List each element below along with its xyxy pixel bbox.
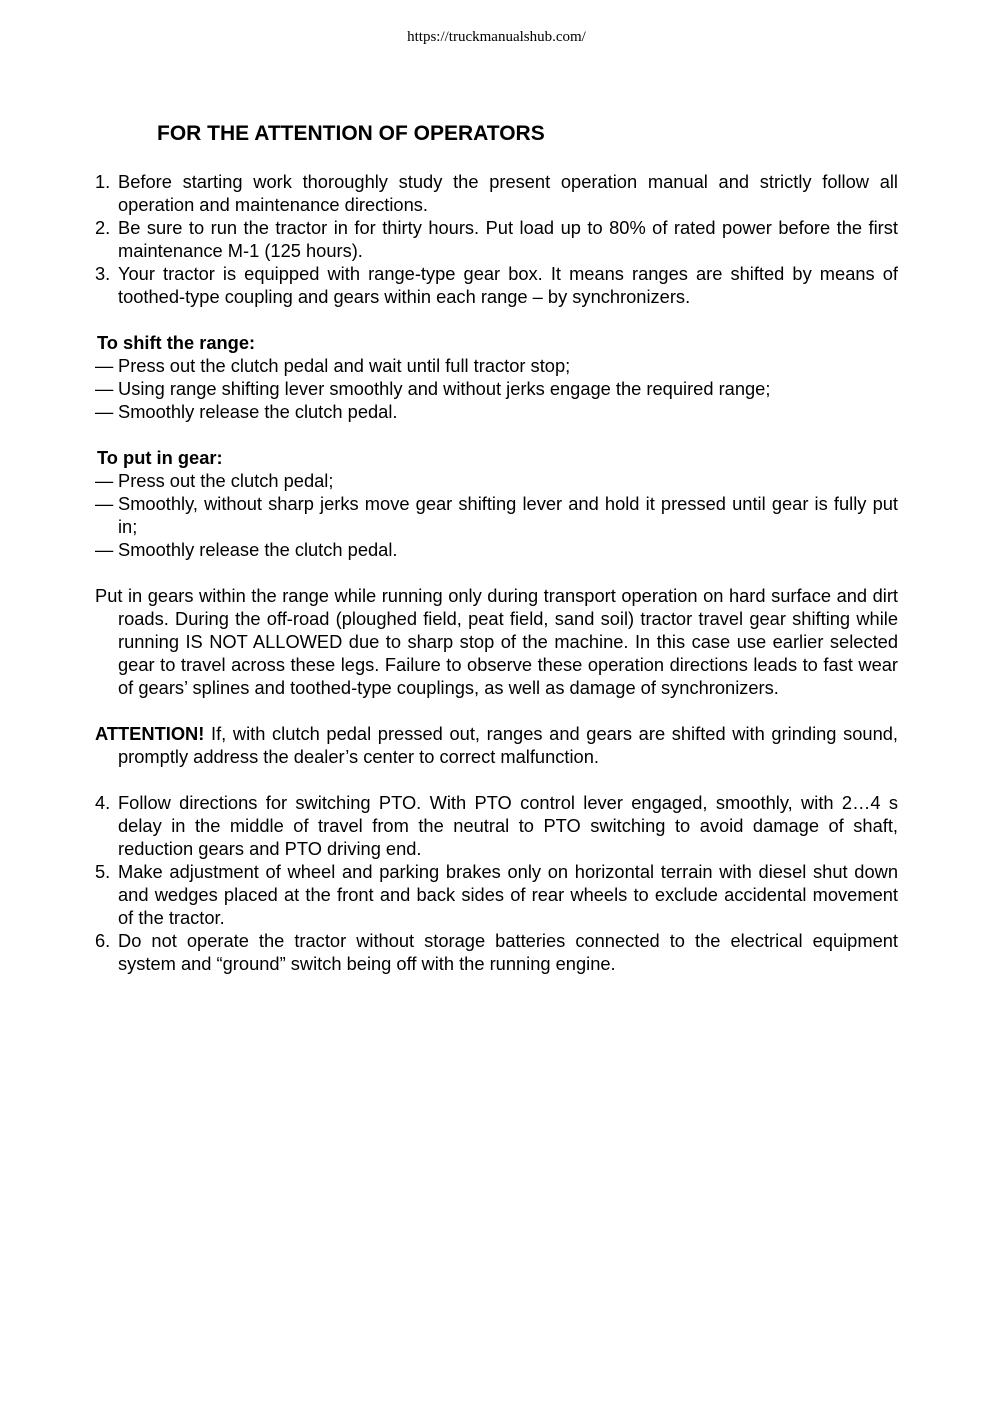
list-item-number: 2. — [95, 217, 111, 238]
shift-range-section — [95, 331, 898, 423]
step-text: Using range shifting lever smoothly and without jerks engage the required range; — [118, 378, 771, 399]
step-text: Smoothly release the clutch pedal. — [118, 401, 398, 422]
list-item — [95, 929, 898, 975]
numbered-list-1 — [95, 170, 898, 308]
list-item — [95, 791, 898, 860]
section-heading: To put in gear: — [97, 447, 223, 468]
gears-paragraph: Put in gears within the range while running only during transport operation on hard surface and dirt roads. During the off-road (ploughed field, peat field, sand soil) tractor travel gear shifting while running IS NOT ALLOWED due to sharp stop of the machine. In this case use earlier selected gear to travel across these legs. Failure to observe these operation directions leads to fast wear of gears’ splines and toothed-type couplings, as well as damage of synchronizers. — [95, 585, 898, 698]
step-item — [95, 538, 898, 561]
list-item-text: Be sure to run the tractor in for thirty hours. Put load up to 80% of rated power before the first maintenance M-1 (125 hours). — [118, 217, 898, 261]
page-title: FOR THE ATTENTION OF OPERATORS — [157, 122, 545, 145]
dash-bullet: — — [95, 355, 114, 376]
step-item — [95, 400, 898, 423]
list-item — [95, 170, 898, 216]
step-item — [95, 469, 898, 492]
list-item-text: Make adjustment of wheel and parking brakes only on horizontal terrain with diesel shut down and wedges placed at the front and back sides of rear wheels to exclude accidental movement of the tractor. — [118, 861, 898, 928]
list-item — [95, 860, 898, 929]
dash-bullet: — — [95, 378, 114, 399]
list-item — [95, 262, 898, 308]
attention-text: If, with clutch pedal pressed out, ranges and gears are shifted with grinding sound, promptly address the dealer’s center to correct malfunction. — [118, 723, 898, 767]
numbered-list-2 — [95, 791, 898, 975]
dash-bullet: — — [95, 401, 114, 422]
list-item-number: 5. — [95, 861, 111, 882]
step-item — [95, 377, 898, 400]
list-item — [95, 216, 898, 262]
dash-bullet: — — [95, 470, 114, 491]
list-item-text: Do not operate the tractor without storage batteries connected to the electrical equipment system and “ground” switch being off with the running engine. — [118, 930, 898, 974]
list-item-number: 4. — [95, 792, 111, 813]
list-item-text: Your tractor is equipped with range-type gear box. It means ranges are shifted by means of toothed-type coupling and gears within each range – by synchronizers. — [118, 263, 898, 307]
step-text: Smoothly release the clutch pedal. — [118, 539, 398, 560]
section-heading: To shift the range: — [97, 332, 256, 353]
list-item-text: Follow directions for switching PTO. With PTO control lever engaged, smoothly, with 2…4 s delay in the middle of travel from the neutral to PTO switching to avoid damage of shaft, reduction gears and PTO driving end. — [118, 792, 898, 859]
list-item-number: 3. — [95, 263, 111, 284]
step-item — [95, 492, 898, 538]
list-item-number: 1. — [95, 171, 111, 192]
attention-label: ATTENTION! — [95, 723, 205, 744]
source-url: https://truckmanualshub.com/ — [407, 29, 586, 45]
step-text: Press out the clutch pedal and wait until full tractor stop; — [118, 355, 571, 376]
put-gear-section — [95, 446, 898, 561]
list-item-text: Before starting work thoroughly study the present operation manual and strictly follow all operation and maintenance directions. — [118, 171, 898, 215]
step-text: Smoothly, without sharp jerks move gear shifting lever and hold it pressed until gear is fully put in; — [118, 493, 898, 537]
dash-bullet: — — [95, 539, 114, 560]
attention-paragraph — [95, 722, 898, 768]
list-item-number: 6. — [95, 930, 111, 951]
step-text: Press out the clutch pedal; — [118, 470, 334, 491]
dash-bullet: — — [95, 493, 114, 514]
step-item — [95, 354, 898, 377]
document-body — [95, 170, 898, 975]
